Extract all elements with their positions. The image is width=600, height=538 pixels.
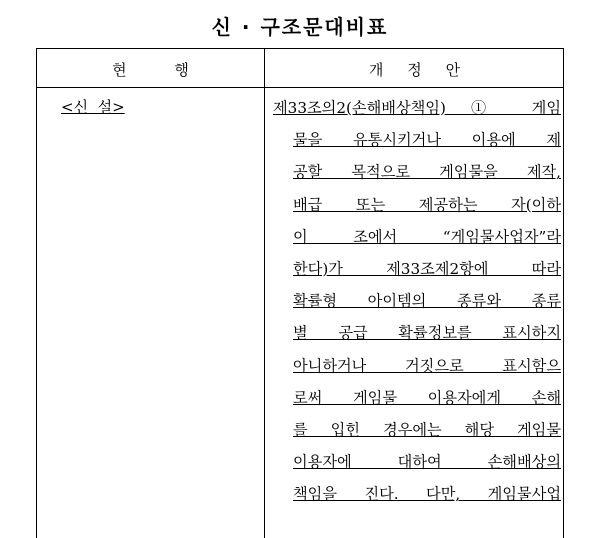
header-current: 현 행 bbox=[112, 61, 189, 79]
amended-line: 이 조에서 “게임물사업자”라 bbox=[293, 227, 561, 246]
amended-line: 이용자에 대하여 손해배상의 bbox=[293, 453, 561, 472]
column-divider bbox=[264, 48, 265, 538]
amended-line: 별 공급 확률정보를 표시하지 bbox=[293, 324, 561, 343]
amended-line: 배급 또는 제공하는 자(이하 bbox=[293, 195, 561, 214]
amended-line: 물을 유통시키거나 이용에 제 bbox=[293, 131, 561, 150]
page-title: 신 · 구조문대비표 bbox=[211, 15, 389, 39]
amended-line: 아니하거나 거짓으로 표시함으 bbox=[293, 356, 561, 375]
amended-line: 한다)가 제33조제2항에 따라 bbox=[293, 259, 561, 278]
amended-line: 제33조의2(손해배상책임) ① 게임 bbox=[273, 99, 561, 117]
amended-line: 를 입힌 경우에는 해당 게임물 bbox=[293, 420, 561, 439]
header-divider bbox=[36, 87, 564, 88]
amended-line: 책임을 진다. 다만, 게임물사업 bbox=[293, 485, 561, 504]
header-amended: 개 정 안 bbox=[368, 61, 461, 79]
current-provision-text: <신 설> bbox=[61, 98, 125, 116]
amended-line: 로써 게임물 이용자에게 손해 bbox=[293, 388, 561, 407]
amended-line: 공할 목적으로 게임물을 제작, bbox=[293, 163, 561, 182]
amended-provision-text bbox=[273, 93, 561, 511]
amended-line: 확률형 아이템의 종류와 종류 bbox=[293, 292, 561, 311]
